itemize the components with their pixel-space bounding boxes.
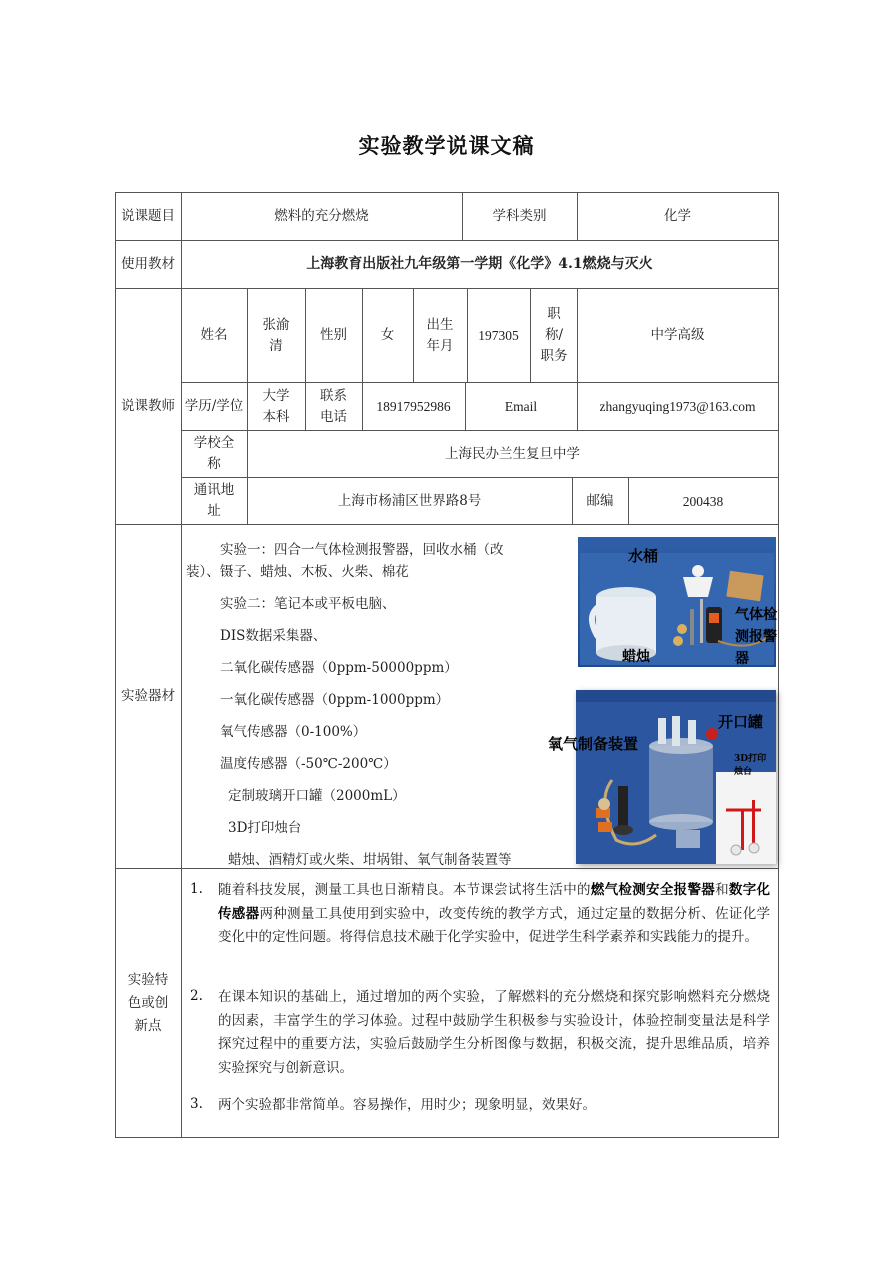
point-1-bold-digital-sensor: 数字化传感器 bbox=[218, 882, 771, 922]
point-number: 2. bbox=[190, 988, 203, 1004]
school-label: 学校全称 bbox=[193, 435, 235, 472]
equipment-item: 定制玻璃开口罐（2000mL） bbox=[228, 788, 406, 804]
email-label: Email bbox=[504, 399, 538, 414]
equipment-item: DIS数据采集器、 bbox=[220, 628, 327, 644]
point-1-text-and: 和 bbox=[715, 882, 729, 898]
equipment-item: 氧气传感器（0-100%） bbox=[220, 724, 367, 740]
innovation-label: 实验特色或创新点 bbox=[127, 971, 169, 1034]
equipment-item: 实验一：四合一气体检测报警器，回收水桶（改 bbox=[220, 542, 504, 558]
name-label: 姓名 bbox=[200, 327, 228, 343]
photo-label-oxygen: 氧气制备装置 bbox=[548, 735, 639, 753]
page-title: 实验教学说课文稿 bbox=[358, 133, 535, 158]
equipment-item: 温度传感器（-50℃-200℃） bbox=[220, 756, 397, 772]
address-value: 上海市杨浦区世界路8号 bbox=[337, 492, 482, 509]
equipment-item: 一氧化碳传感器（0ppm-1000ppm） bbox=[220, 692, 450, 708]
birth-value: 197305 bbox=[478, 328, 519, 343]
topic-label: 说课题目 bbox=[121, 208, 175, 224]
photo-label-detector: 气体检测报警器 bbox=[735, 607, 777, 667]
address-label: 通讯地址 bbox=[193, 482, 235, 519]
photo-label-holder: 3D打印烛台 bbox=[734, 754, 767, 777]
equipment-item: 二氧化碳传感器（0ppm-50000ppm） bbox=[220, 660, 458, 676]
birth-label: 出生年月 bbox=[426, 316, 454, 354]
title-label: 职称/职务 bbox=[540, 306, 568, 364]
email-value: zhangyuqing1973@163.com bbox=[599, 399, 756, 414]
innovation-point-2: 在课本知识的基础上，通过增加的两个实验，了解燃料的充分燃烧和探究影响燃料充分燃烧的因素，丰富学生的学习体验。过程中鼓励学生积极参与实验设计，体验控制变量法是科学探究过程中的重要方法，实验后鼓励学生分析图像与数据，积极交流，提升思维品质，培养实验探究与创新意识。 bbox=[218, 989, 770, 1076]
gender-label: 性别 bbox=[320, 327, 347, 343]
photo-label-jar: 开口罐 bbox=[718, 713, 764, 731]
equipment-item: 3D打印烛台 bbox=[228, 820, 302, 836]
edu-label: 学历/学位 bbox=[184, 398, 244, 414]
point-1-text: 随着科技发展，测量工具也日渐精良。本节课尝试将生活中的 bbox=[218, 882, 591, 898]
innovation-point-3: 两个实验都非常简单。容易操作，用时少；现象明显，效果好。 bbox=[218, 1097, 596, 1113]
photo-label-candle: 蜡烛 bbox=[622, 649, 650, 665]
phone-label: 联系电话 bbox=[320, 387, 347, 425]
zip-label: 邮编 bbox=[586, 492, 614, 509]
gender-value: 女 bbox=[380, 327, 395, 343]
textbook-value: 上海教育出版社九年级第一学期《化学》4.1燃烧与灭火 bbox=[306, 256, 653, 272]
point-number: 1. bbox=[190, 881, 203, 897]
teacher-label: 说课教师 bbox=[121, 398, 175, 414]
edu-value: 大学本科 bbox=[262, 387, 290, 425]
equipment-item: 蜡烛、酒精灯或火柴、坩埚钳、氧气制备装置等 bbox=[228, 852, 512, 868]
phone-value: 18917952986 bbox=[376, 399, 451, 414]
topic-value: 燃料的充分燃烧 bbox=[274, 208, 369, 224]
textbook-label: 使用教材 bbox=[121, 256, 175, 272]
name-value: 张渝清 bbox=[262, 316, 290, 354]
zip-value: 200438 bbox=[682, 493, 724, 509]
equipment-item: 实验二：笔记本或平板电脑、 bbox=[220, 596, 396, 612]
point-1-text-rest: 两种测量工具使用到实验中，改变传统的教学方式，通过定量的数据分析、佐证化学变化中的定性问题。将得信息技术融于化学实验中，促进学生科学素养和实践能力的提升。 bbox=[218, 905, 771, 945]
equipment-item: 装）、镊子、蜡烛、木板、火柴、棉花 bbox=[186, 564, 409, 580]
subject-value: 化学 bbox=[664, 208, 691, 224]
title-value: 中学高级 bbox=[650, 327, 705, 343]
innovation-point-1 bbox=[218, 879, 770, 950]
photo-label-bucket: 水桶 bbox=[628, 547, 659, 565]
school-value: 上海民办兰生复旦中学 bbox=[445, 445, 580, 462]
subject-label: 学科类别 bbox=[492, 208, 547, 224]
point-1-bold-gas-alarm: 燃气检测安全报警器 bbox=[590, 882, 716, 898]
equipment-label: 实验器材 bbox=[121, 688, 175, 704]
point-number: 3. bbox=[190, 1096, 203, 1112]
